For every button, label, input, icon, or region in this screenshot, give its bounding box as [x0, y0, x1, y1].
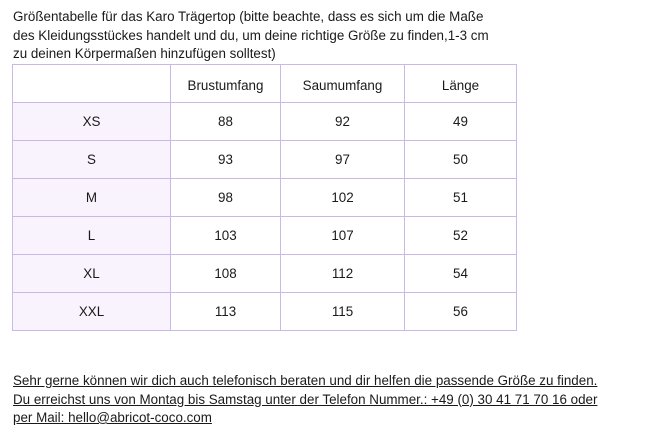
table-row [13, 141, 517, 179]
hem-cell: 102 [281, 179, 405, 217]
hem-cell: 107 [281, 217, 405, 255]
footer-line-1: Sehr gerne können wir dich auch telefonisch beraten und dir helfen die passende Größe zu finden. [13, 373, 598, 388]
hem-cell: 112 [281, 255, 405, 293]
contact-info [13, 372, 638, 428]
length-cell: 54 [405, 255, 517, 293]
footer-line-2: Du erreichst uns von Montag bis Samstag unter der Telefon Nummer.: +49 (0) 30 41 71 70 16 oder [13, 391, 598, 407]
chest-cell: 98 [171, 179, 281, 217]
size-label-cell: XXL [13, 293, 171, 331]
hem-cell: 97 [281, 141, 405, 179]
footer-line-3: per Mail: hello@abricot-coco.com [13, 410, 212, 425]
hem-cell: 92 [281, 103, 405, 141]
header-length: Länge [405, 65, 517, 103]
table-row [13, 103, 517, 141]
chest-cell: 103 [171, 217, 281, 255]
table-row [13, 217, 517, 255]
size-label-cell: L [13, 217, 171, 255]
chest-cell: 108 [171, 255, 281, 293]
size-table [12, 64, 517, 331]
length-cell: 56 [405, 293, 517, 331]
table-row [13, 255, 517, 293]
length-cell: 49 [405, 103, 517, 141]
intro-line-1: Größentabelle für das Karo Trägertop (bitte beachte, dass es sich um die Maße [13, 9, 484, 24]
intro-line-3: zu deinen Körpermaßen hinzufügen solltest) [13, 46, 276, 61]
chest-cell: 93 [171, 141, 281, 179]
intro-line-2: des Kleidungsstückes handelt und du, um deine richtige Größe zu finden,1-3 cm [13, 27, 489, 43]
hem-cell: 115 [281, 293, 405, 331]
length-cell: 51 [405, 179, 517, 217]
table-row [13, 179, 517, 217]
chest-cell: 88 [171, 103, 281, 141]
length-cell: 50 [405, 141, 517, 179]
table-row [13, 293, 517, 331]
table-header-row [13, 65, 517, 103]
header-size [13, 65, 171, 103]
size-label-cell: XS [13, 103, 171, 141]
intro-text [13, 8, 533, 64]
size-label-cell: S [13, 141, 171, 179]
size-label-cell: M [13, 179, 171, 217]
header-hem: Saumumfang [281, 65, 405, 103]
size-label-cell: XL [13, 255, 171, 293]
header-chest: Brustumfang [171, 65, 281, 103]
chest-cell: 113 [171, 293, 281, 331]
length-cell: 52 [405, 217, 517, 255]
